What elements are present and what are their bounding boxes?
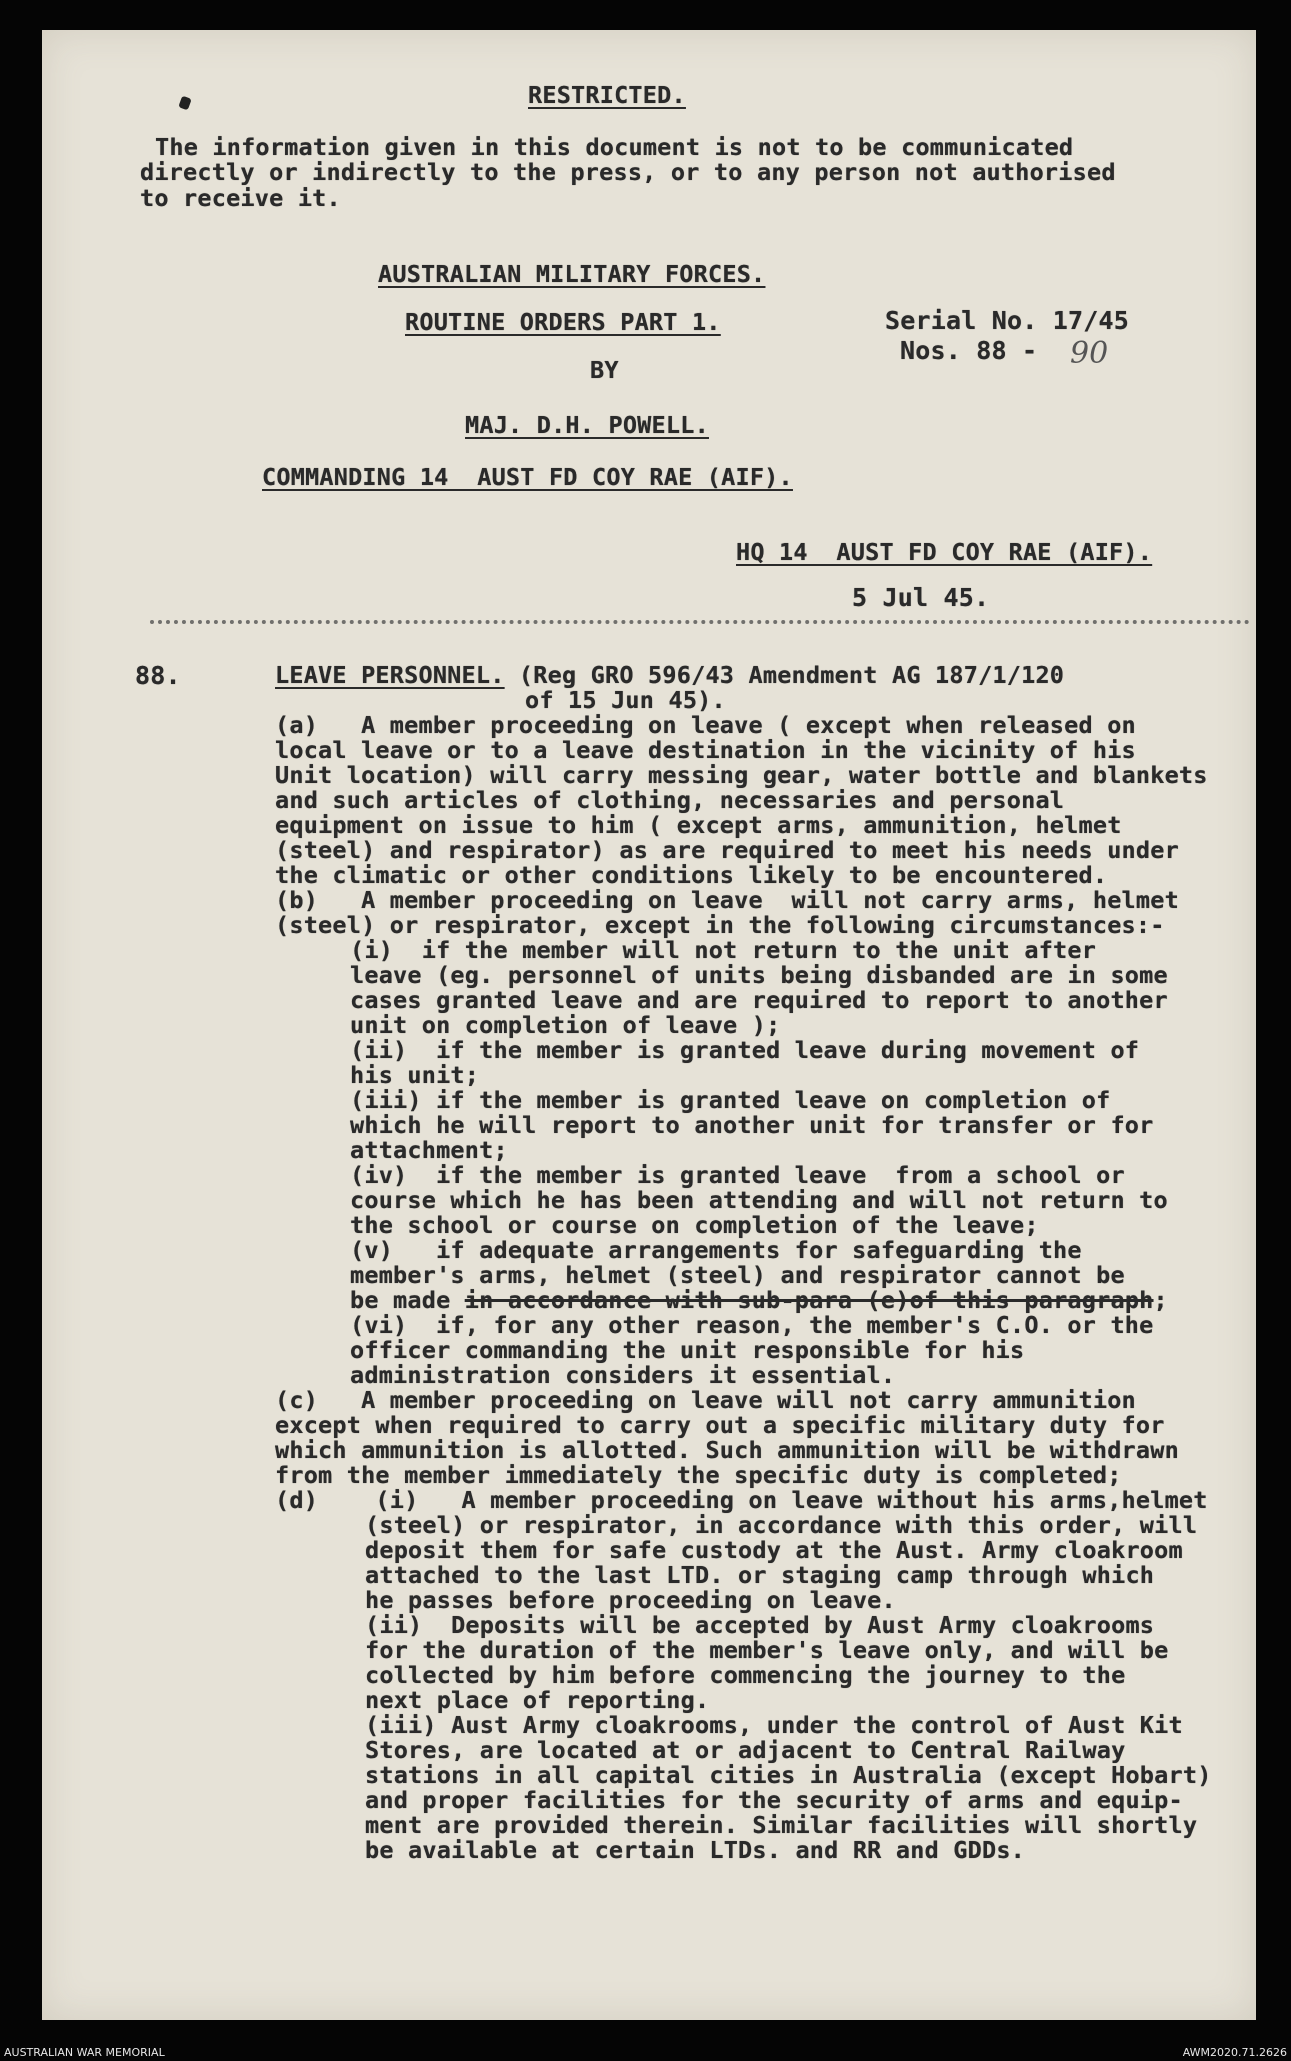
restricted-heading: RESTRICTED. <box>528 81 686 109</box>
order-number: 88. <box>135 661 181 690</box>
para-line-6: (steel) and respirator) as are required to meet his needs under <box>275 836 1179 864</box>
para-line-41: (iii) Aust Army cloakrooms, under the control of Aust Kit <box>365 1711 1183 1739</box>
para-line-35: attached to the last LTD. or staging camp through which <box>365 1561 1155 1589</box>
headquarters-line: HQ 14 AUST FD COY RAE (AIF). <box>736 538 1153 566</box>
para-line-27: administration considers it essential. <box>350 1361 896 1389</box>
para-line-8: (b) A member proceeding on leave will not carry arms, helmet <box>275 886 1179 914</box>
para-line-struck-row <box>350 1288 1168 1313</box>
para-line-39: collected by him before commencing the journey to the <box>365 1661 1126 1689</box>
para-line-2: local leave or to a leave destination in the vicinity of his <box>275 736 1136 764</box>
para-line-31: from the member immediately the specific duty is completed; <box>275 1461 1122 1489</box>
para-line-14: (ii) if the member is granted leave during movement of <box>350 1036 1140 1064</box>
order-numbers: Nos. 88 - <box>900 336 1038 365</box>
para-line-18: attachment; <box>350 1136 508 1164</box>
para-line-20: course which he has been attending and will not return to <box>350 1186 1168 1214</box>
struck-row-end: ; <box>1153 1286 1168 1314</box>
orders-heading: ROUTINE ORDERS PART 1. <box>405 308 721 336</box>
para-line-36: he passes before proceeding on leave. <box>365 1586 896 1614</box>
para-line-22: (v) if adequate arrangements for safeguarding the <box>350 1236 1082 1264</box>
para-line-33: (steel) or respirator, in accordance with this order, will <box>365 1511 1198 1539</box>
para-line-9: (steel) or respirator, except in the following circumstances:- <box>275 911 1165 939</box>
para-line-34: deposit them for safe custody at the Aust. Army cloakroom <box>365 1536 1183 1564</box>
separator-line <box>150 620 1250 634</box>
order-reference-date: of 15 Jun 45). <box>525 686 726 714</box>
para-line-45: ment are provided therein. Similar facilities will shortly <box>365 1811 1198 1839</box>
para-line-32: (d) (i) A member proceeding on leave without his arms,helmet <box>275 1486 1208 1514</box>
by-label: BY <box>590 356 619 384</box>
order-reference: (Reg GRO 596/43 Amendment AG 187/1/120 <box>504 661 1065 689</box>
para-line-28: (c) A member proceeding on leave will not carry ammunition <box>275 1386 1136 1414</box>
para-line-23: member's arms, helmet (steel) and respirator cannot be <box>350 1261 1125 1289</box>
notice-line-3: to receive it. <box>140 184 341 212</box>
para-line-7: the climatic or other conditions likely to be encountered. <box>275 861 1108 889</box>
para-line-13: unit on completion of leave ); <box>350 1011 781 1039</box>
order-title: LEAVE PERSONNEL. <box>275 661 505 689</box>
para-line-15: his unit; <box>350 1061 480 1089</box>
para-line-29: except when required to carry out a specific military duty for <box>275 1411 1165 1439</box>
para-line-40: next place of reporting. <box>365 1686 710 1714</box>
para-line-38: for the duration of the member's leave only, and will be <box>365 1636 1169 1664</box>
para-line-11: leave (eg. personnel of units being disbanded are in some <box>350 961 1168 989</box>
para-line-46: be available at certain LTDs. and RR and GDDs. <box>365 1836 1026 1864</box>
officer-name: MAJ. D.H. POWELL. <box>465 411 709 439</box>
para-line-4: and such articles of clothing, necessaries and personal <box>275 786 1065 814</box>
para-line-17: which he will report to another unit for transfer or for <box>350 1111 1154 1139</box>
para-line-10: (i) if the member will not return to the unit after <box>350 936 1097 964</box>
para-line-24: be made <box>350 1286 465 1314</box>
para-line-26: officer commanding the unit responsible for his <box>350 1336 1025 1364</box>
para-line-25: (vi) if, for any other reason, the member's C.O. or the <box>350 1311 1154 1339</box>
para-line-42: Stores, are located at or adjacent to Central Railway <box>365 1736 1126 1764</box>
handwritten-range-end: 90 <box>1070 336 1109 371</box>
para-line-1: (a) A member proceeding on leave ( except when released on <box>275 711 1136 739</box>
para-line-16: (iii) if the member is granted leave on completion of <box>350 1086 1111 1114</box>
footer-institution: AUSTRALIAN WAR MEMORIAL <box>4 2046 165 2059</box>
footer-accession-number: AWM2020.71.2626 <box>1182 2046 1287 2059</box>
order-date: 5 Jul 45. <box>852 583 990 612</box>
para-line-3: Unit location) will carry messing gear, water bottle and blankets <box>275 761 1208 789</box>
para-line-5: equipment on issue to him ( except arms, ammunition, helmet <box>275 811 1122 839</box>
para-line-43: stations in all capital cities in Australia (except Hobart) <box>365 1761 1212 1789</box>
notice-line-1: The information given in this document is not to be communicated <box>155 133 1074 161</box>
struck-text: in accordance with sub-para (e)of this paragraph <box>464 1286 1154 1314</box>
serial-number: Serial No. 17/45 <box>885 306 1130 335</box>
order-title-line <box>275 663 1064 688</box>
notice-line-2: directly or indirectly to the press, or to any person not authorised <box>140 158 1116 186</box>
para-line-21: the school or course on completion of the leave; <box>350 1211 1039 1239</box>
para-line-19: (iv) if the member is granted leave from a school or <box>350 1161 1125 1189</box>
para-line-37: (ii) Deposits will be accepted by Aust Army cloakrooms <box>365 1611 1155 1639</box>
para-line-30: which ammunition is allotted. Such ammunition will be withdrawn <box>275 1436 1179 1464</box>
force-heading: AUSTRALIAN MILITARY FORCES. <box>378 260 766 288</box>
para-line-44: and proper facilities for the security of arms and equip- <box>365 1786 1183 1814</box>
para-line-12: cases granted leave and are required to report to another <box>350 986 1168 1014</box>
command-line: COMMANDING 14 AUST FD COY RAE (AIF). <box>262 463 793 491</box>
